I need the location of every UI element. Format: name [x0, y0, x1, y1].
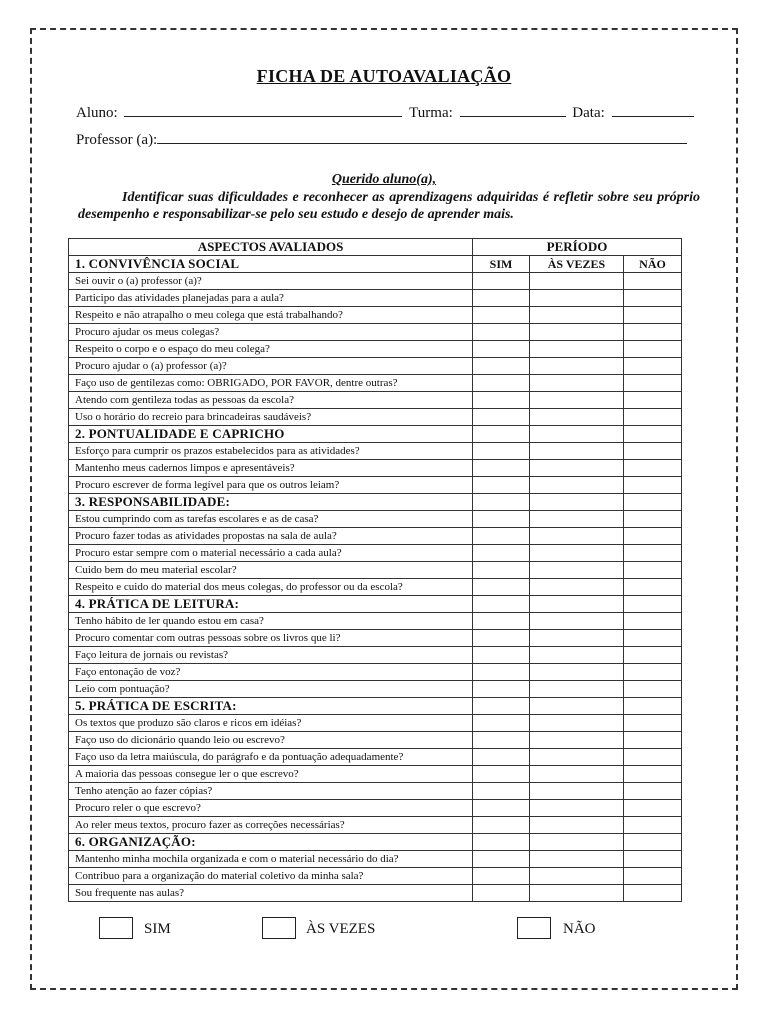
table-row	[69, 290, 682, 307]
as-vezes-legend-label: ÀS VEZES	[306, 921, 376, 937]
table-row	[69, 511, 682, 528]
table-row	[69, 613, 682, 630]
table-row	[69, 766, 682, 783]
answer-cell-sim[interactable]	[473, 375, 530, 392]
question-text: Respeito o corpo e o espaço do meu colega?	[69, 341, 473, 358]
answer-cell-nao[interactable]	[624, 800, 682, 817]
question-text: Mantenho meus cadernos limpos e apresentáveis?	[69, 460, 473, 477]
section-as-vezes-cell	[530, 596, 624, 613]
answer-cell-as-vezes[interactable]	[530, 715, 624, 732]
answer-cell-sim[interactable]	[473, 851, 530, 868]
section-sim-cell	[473, 494, 530, 511]
answer-cell-as-vezes[interactable]	[530, 647, 624, 664]
section-nao-cell	[624, 494, 682, 511]
answer-cell-sim[interactable]	[473, 290, 530, 307]
answer-cell-nao[interactable]	[624, 817, 682, 834]
section-row	[69, 256, 682, 273]
header-aspects: ASPECTOS AVALIADOS	[69, 239, 473, 256]
answer-cell-sim[interactable]	[473, 664, 530, 681]
section-title: 1. CONVIVÊNCIA SOCIAL	[69, 256, 473, 273]
answer-cell-sim[interactable]	[473, 715, 530, 732]
answer-cell-nao[interactable]	[624, 851, 682, 868]
table-row	[69, 477, 682, 494]
section-sim-cell	[473, 596, 530, 613]
answer-cell-as-vezes[interactable]	[530, 307, 624, 324]
section-title: 4. PRÁTICA DE LEITURA:	[69, 596, 473, 613]
aluno-field[interactable]	[124, 104, 402, 117]
sim-legend-label: SIM	[144, 921, 171, 937]
table-row	[69, 324, 682, 341]
section-row	[69, 596, 682, 613]
answer-cell-nao[interactable]	[624, 664, 682, 681]
answer-cell-sim[interactable]	[473, 681, 530, 698]
column-nao: NÃO	[624, 256, 682, 273]
answer-cell-nao[interactable]	[624, 868, 682, 885]
answer-cell-as-vezes[interactable]	[530, 341, 624, 358]
table-row	[69, 851, 682, 868]
section-title: 2. PONTUALIDADE E CAPRICHO	[69, 426, 473, 443]
answer-cell-nao[interactable]	[624, 290, 682, 307]
answer-cell-as-vezes[interactable]	[530, 358, 624, 375]
teacher-line	[76, 131, 690, 149]
answer-cell-nao[interactable]	[624, 562, 682, 579]
question-text: Sei ouvir o (a) professor (a)?	[69, 273, 473, 290]
question-text: Sou frequente nas aulas?	[69, 885, 473, 902]
answer-cell-as-vezes[interactable]	[530, 885, 624, 902]
as-vezes-checkbox[interactable]	[262, 917, 296, 939]
nao-legend-label: NÃO	[563, 921, 596, 937]
answer-cell-sim[interactable]	[473, 800, 530, 817]
question-text: Atendo com gentileza todas as pessoas da escola?	[69, 392, 473, 409]
table-row	[69, 783, 682, 800]
answer-cell-as-vezes[interactable]	[530, 749, 624, 766]
table-row	[69, 562, 682, 579]
table-row	[69, 375, 682, 392]
professor-label: Professor (a):	[76, 132, 158, 148]
section-row	[69, 426, 682, 443]
section-row	[69, 834, 682, 851]
table-row	[69, 307, 682, 324]
answer-cell-sim[interactable]	[473, 732, 530, 749]
answer-cell-as-vezes[interactable]	[530, 613, 624, 630]
answer-cell-sim[interactable]	[473, 783, 530, 800]
answer-cell-nao[interactable]	[624, 324, 682, 341]
answer-cell-nao[interactable]	[624, 681, 682, 698]
answer-cell-as-vezes[interactable]	[530, 732, 624, 749]
section-sim-cell	[473, 834, 530, 851]
answer-cell-as-vezes[interactable]	[530, 562, 624, 579]
section-as-vezes-cell	[530, 834, 624, 851]
answer-cell-as-vezes[interactable]	[530, 545, 624, 562]
answer-cell-nao[interactable]	[624, 443, 682, 460]
answer-cell-nao[interactable]	[624, 749, 682, 766]
answer-cell-sim[interactable]	[473, 528, 530, 545]
question-text: Procuro fazer todas as atividades propostas na sala de aula?	[69, 528, 473, 545]
answer-cell-sim[interactable]	[473, 341, 530, 358]
answer-cell-nao[interactable]	[624, 545, 682, 562]
question-text: Faço entonação de voz?	[69, 664, 473, 681]
answer-cell-sim[interactable]	[473, 273, 530, 290]
answer-cell-as-vezes[interactable]	[530, 783, 624, 800]
answer-cell-as-vezes[interactable]	[530, 851, 624, 868]
question-text: Procuro reler o que escrevo?	[69, 800, 473, 817]
column-as-vezes: ÀS VEZES	[530, 256, 624, 273]
table-row	[69, 341, 682, 358]
table-row	[69, 273, 682, 290]
table-row	[69, 800, 682, 817]
section-title: 5. PRÁTICA DE ESCRITA:	[69, 698, 473, 715]
answer-cell-as-vezes[interactable]	[530, 477, 624, 494]
table-row	[69, 885, 682, 902]
section-nao-cell	[624, 698, 682, 715]
answer-cell-sim[interactable]	[473, 477, 530, 494]
question-text: Participo das atividades planejadas para a aula?	[69, 290, 473, 307]
answer-cell-nao[interactable]	[624, 273, 682, 290]
question-text: Faço uso de gentilezas como: OBRIGADO, POR FAVOR, dentre outras?	[69, 375, 473, 392]
answer-cell-nao[interactable]	[624, 783, 682, 800]
table-row	[69, 460, 682, 477]
answer-cell-nao[interactable]	[624, 477, 682, 494]
turma-field[interactable]	[460, 104, 566, 117]
answer-cell-nao[interactable]	[624, 392, 682, 409]
question-text: Procuro escrever de forma legível para que os outros leiam?	[69, 477, 473, 494]
data-field[interactable]	[612, 104, 694, 117]
question-text: Respeito e não atrapalho o meu colega que está trabalhando?	[69, 307, 473, 324]
answer-cell-sim[interactable]	[473, 647, 530, 664]
table-row	[69, 392, 682, 409]
table-row	[69, 664, 682, 681]
answer-cell-as-vezes[interactable]	[530, 460, 624, 477]
question-text: Faço uso do dicionário quando leio ou escrevo?	[69, 732, 473, 749]
question-text: Procuro ajudar os meus colegas?	[69, 324, 473, 341]
question-text: Estou cumprindo com as tarefas escolares e as de casa?	[69, 511, 473, 528]
answer-cell-as-vezes[interactable]	[530, 375, 624, 392]
question-text: Procuro comentar com outras pessoas sobre os livros que li?	[69, 630, 473, 647]
section-as-vezes-cell	[530, 426, 624, 443]
question-text: Os textos que produzo são claros e ricos em idéias?	[69, 715, 473, 732]
answer-cell-nao[interactable]	[624, 732, 682, 749]
answer-cell-nao[interactable]	[624, 579, 682, 596]
answer-cell-nao[interactable]	[624, 715, 682, 732]
question-text: Contribuo para a organização do material coletivo da minha sala?	[69, 868, 473, 885]
answer-cell-nao[interactable]	[624, 358, 682, 375]
answer-cell-sim[interactable]	[473, 885, 530, 902]
section-nao-cell	[624, 596, 682, 613]
section-as-vezes-cell	[530, 698, 624, 715]
answer-cell-sim[interactable]	[473, 766, 530, 783]
table-row	[69, 443, 682, 460]
question-text: Faço uso da letra maiúscula, do parágrafo e da pontuação adequadamente?	[69, 749, 473, 766]
student-line	[76, 104, 697, 122]
answer-cell-as-vezes[interactable]	[530, 273, 624, 290]
answer-cell-nao[interactable]	[624, 375, 682, 392]
answer-cell-as-vezes[interactable]	[530, 443, 624, 460]
data-label: Data:	[572, 105, 605, 121]
answer-cell-nao[interactable]	[624, 307, 682, 324]
section-sim-cell	[473, 426, 530, 443]
answer-cell-sim[interactable]	[473, 613, 530, 630]
table-row	[69, 817, 682, 834]
professor-field[interactable]	[157, 131, 687, 144]
aluno-label: Aluno:	[76, 105, 118, 121]
answer-cell-nao[interactable]	[624, 341, 682, 358]
question-text: Respeito e cuido do material dos meus colegas, do professor ou da escola?	[69, 579, 473, 596]
answer-cell-as-vezes[interactable]	[530, 290, 624, 307]
answer-cell-sim[interactable]	[473, 868, 530, 885]
turma-label: Turma:	[409, 105, 453, 121]
answer-cell-nao[interactable]	[624, 409, 682, 426]
nao-checkbox[interactable]	[517, 917, 551, 939]
answer-cell-sim[interactable]	[473, 545, 530, 562]
question-text: Mantenho minha mochila organizada e com o material necessário do dia?	[69, 851, 473, 868]
question-text: Ao reler meus textos, procuro fazer as correções necessárias?	[69, 817, 473, 834]
table-row	[69, 630, 682, 647]
answer-cell-as-vezes[interactable]	[530, 528, 624, 545]
answer-cell-as-vezes[interactable]	[530, 579, 624, 596]
answer-cell-as-vezes[interactable]	[530, 511, 624, 528]
self-assessment-table	[68, 238, 682, 902]
answer-cell-sim[interactable]	[473, 392, 530, 409]
section-sim-cell	[473, 698, 530, 715]
answer-cell-sim[interactable]	[473, 443, 530, 460]
question-text: A maioria das pessoas consegue ler o que escrevo?	[69, 766, 473, 783]
question-text: Uso o horário do recreio para brincadeiras saudáveis?	[69, 409, 473, 426]
section-nao-cell	[624, 834, 682, 851]
answer-cell-sim[interactable]	[473, 817, 530, 834]
answer-cell-as-vezes[interactable]	[530, 630, 624, 647]
answer-cell-nao[interactable]	[624, 511, 682, 528]
answer-cell-as-vezes[interactable]	[530, 800, 624, 817]
section-row	[69, 698, 682, 715]
section-nao-cell	[624, 426, 682, 443]
answer-cell-sim[interactable]	[473, 358, 530, 375]
question-text: Esforço para cumprir os prazos estabelecidos para as atividades?	[69, 443, 473, 460]
answer-cell-nao[interactable]	[624, 460, 682, 477]
section-row	[69, 494, 682, 511]
answer-cell-as-vezes[interactable]	[530, 868, 624, 885]
answer-cell-nao[interactable]	[624, 766, 682, 783]
table-row	[69, 528, 682, 545]
table-row	[69, 579, 682, 596]
question-text: Procuro estar sempre com o material necessário a cada aula?	[69, 545, 473, 562]
answer-cell-as-vezes[interactable]	[530, 324, 624, 341]
column-sim: SIM	[473, 256, 530, 273]
answer-cell-nao[interactable]	[624, 613, 682, 630]
question-text: Cuido bem do meu material escolar?	[69, 562, 473, 579]
table-row	[69, 681, 682, 698]
answer-cell-sim[interactable]	[473, 579, 530, 596]
table-row	[69, 545, 682, 562]
table-row	[69, 409, 682, 426]
table-row	[69, 358, 682, 375]
answer-cell-as-vezes[interactable]	[530, 392, 624, 409]
sim-checkbox[interactable]	[99, 917, 133, 939]
answer-cell-as-vezes[interactable]	[530, 766, 624, 783]
section-title: 6. ORGANIZAÇÃO:	[69, 834, 473, 851]
table-row	[69, 715, 682, 732]
table-row	[69, 749, 682, 766]
answer-cell-as-vezes[interactable]	[530, 409, 624, 426]
answer-cell-sim[interactable]	[473, 749, 530, 766]
answer-cell-sim[interactable]	[473, 409, 530, 426]
question-text: Procuro ajudar o (a) professor (a)?	[69, 358, 473, 375]
greeting: Querido aluno(a),	[331, 172, 437, 187]
answer-cell-as-vezes[interactable]	[530, 664, 624, 681]
intro-paragraph: Identificar suas dificuldades e reconhecer as aprendizagens adquiridas é refletir sobre seu próprio desempenho e responsabilizar-se pelo seu estudo e desejo de aprender mais.	[78, 190, 700, 222]
section-title: 3. RESPONSABILIDADE:	[69, 494, 473, 511]
question-text: Faço leitura de jornais ou revistas?	[69, 647, 473, 664]
question-text: Tenho hábito de ler quando estou em casa?	[69, 613, 473, 630]
table-row	[69, 732, 682, 749]
answer-cell-nao[interactable]	[624, 885, 682, 902]
answer-cell-sim[interactable]	[473, 511, 530, 528]
answer-cell-nao[interactable]	[624, 647, 682, 664]
form-title: FICHA DE AUTOAVALIAÇÃO	[256, 66, 512, 86]
answer-cell-sim[interactable]	[473, 630, 530, 647]
question-text: Leio com pontuação?	[69, 681, 473, 698]
section-as-vezes-cell	[530, 494, 624, 511]
answer-cell-as-vezes[interactable]	[530, 681, 624, 698]
answer-cell-nao[interactable]	[624, 630, 682, 647]
answer-cell-sim[interactable]	[473, 460, 530, 477]
answer-cell-sim[interactable]	[473, 307, 530, 324]
question-text: Tenho atenção ao fazer cópias?	[69, 783, 473, 800]
table-row	[69, 647, 682, 664]
answer-cell-nao[interactable]	[624, 528, 682, 545]
answer-cell-sim[interactable]	[473, 562, 530, 579]
table-row	[69, 868, 682, 885]
header-period: PERÍODO	[473, 239, 682, 256]
answer-cell-sim[interactable]	[473, 324, 530, 341]
answer-cell-as-vezes[interactable]	[530, 817, 624, 834]
